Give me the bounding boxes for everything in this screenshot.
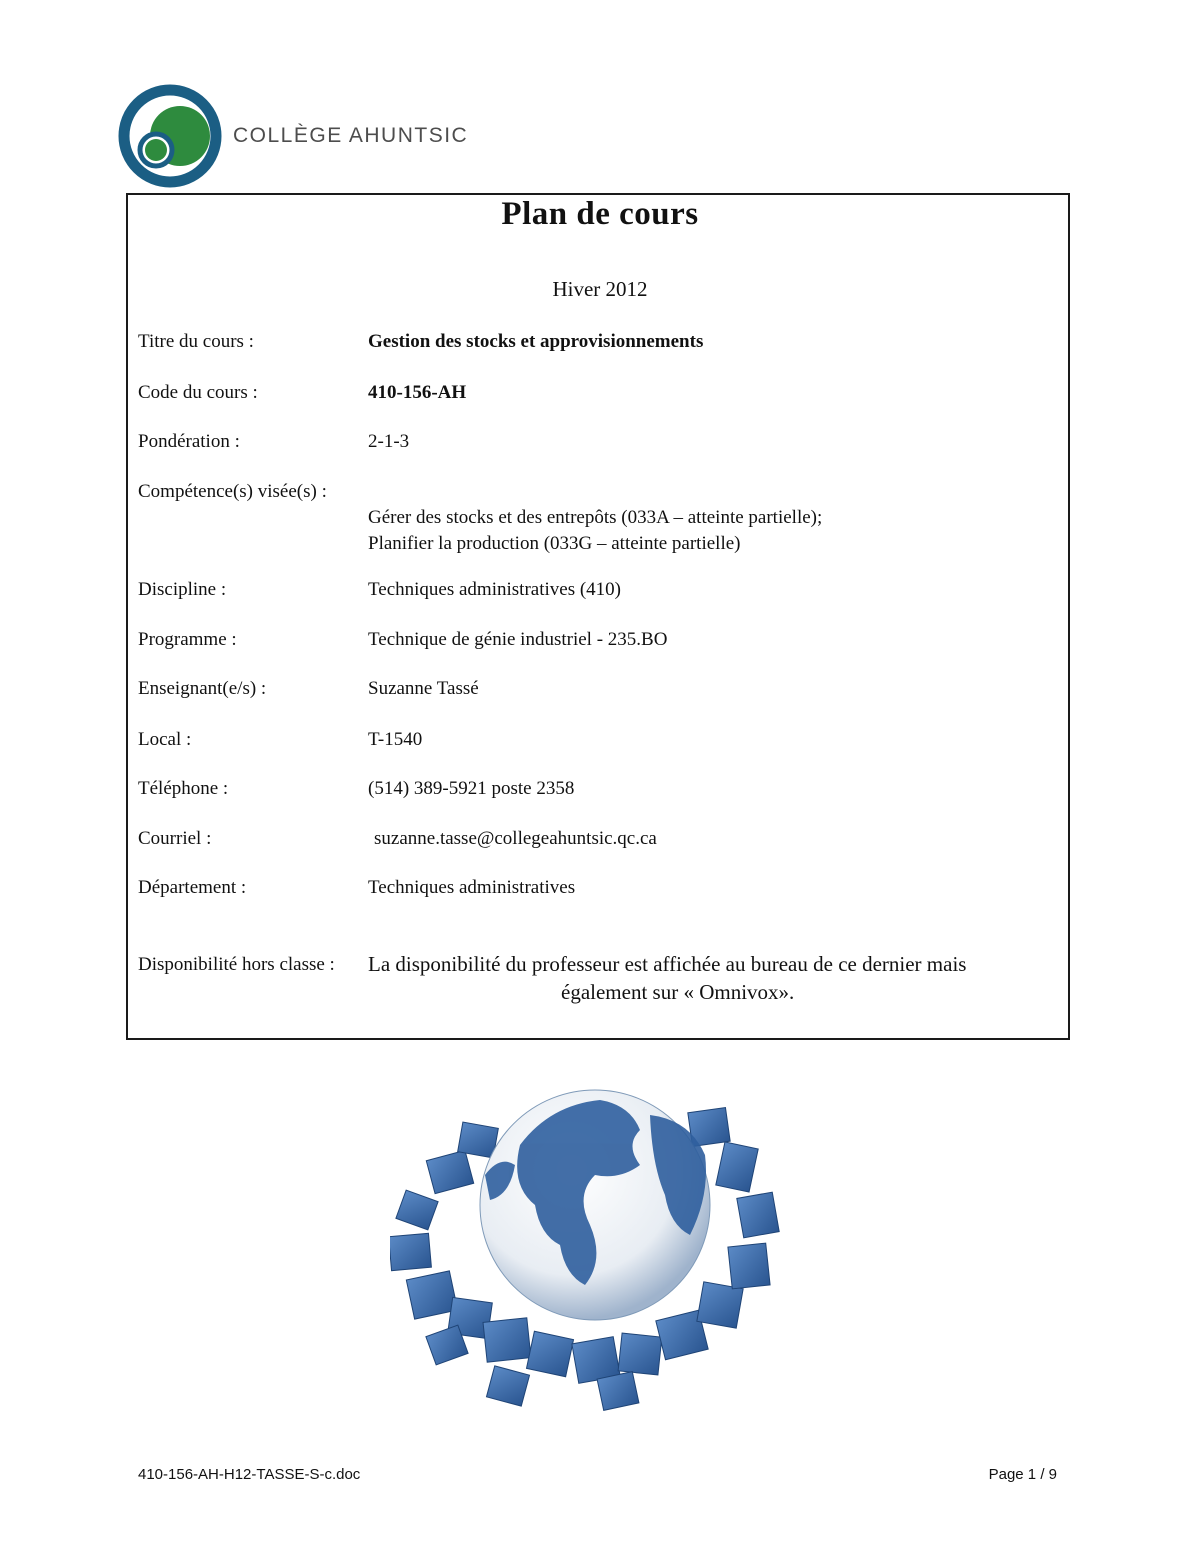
availability-text (368, 950, 1058, 1006)
college-logo (118, 84, 498, 190)
field-value: 2-1-3 (368, 431, 410, 452)
field-label: Pondération : (138, 431, 240, 452)
field-value: (514) 389-5921 poste 2358 (368, 778, 575, 799)
field-label: Programme : (138, 629, 237, 650)
field-label: Enseignant(e/s) : (138, 678, 267, 699)
document-title: Plan de cours (501, 196, 699, 232)
field-label: Discipline : (138, 579, 227, 600)
availability-line: également sur « Omnivox». (561, 980, 795, 1004)
field-value: 410-156-AH (368, 382, 467, 403)
footer-page-number: Page 1 / 9 (988, 1466, 1057, 1483)
competences-list (368, 505, 822, 557)
course-info-box (126, 193, 1070, 1040)
email-link[interactable]: suzanne.tasse@collegeahuntsic.qc.ca (374, 828, 657, 849)
college-emblem-icon (118, 84, 228, 190)
field-value: T-1540 (368, 729, 423, 750)
field-value: Techniques administratives (368, 877, 576, 898)
field-label: Code du cours : (138, 382, 258, 403)
globe-with-boxes-illustration (390, 1085, 800, 1420)
competence-item: Planifier la production (033G – atteinte partielle) (368, 533, 741, 554)
field-value: Technique de génie industriel - 235.BO (368, 629, 668, 650)
availability-line: La disponibilité du professeur est affichée au bureau de ce dernier mais (368, 952, 967, 976)
field-label: Compétence(s) visée(s) : (138, 481, 327, 502)
field-value: Suzanne Tassé (368, 678, 479, 699)
field-label: Courriel : (138, 828, 212, 849)
footer-filename: 410-156-AH-H12-TASSE-S-c.doc (138, 1466, 361, 1483)
document-term: Hiver 2012 (552, 277, 648, 301)
field-value: Gestion des stocks et approvisionnements (368, 331, 704, 352)
college-name: COLLÈGE AHUNTSIC (233, 124, 469, 147)
field-label: Titre du cours : (138, 331, 254, 352)
field-label: Local : (138, 729, 192, 750)
field-value: Techniques administratives (410) (368, 579, 621, 600)
competence-item: Gérer des stocks et des entrepôts (033A – atteinte partielle); (368, 507, 823, 528)
field-label: Département : (138, 877, 247, 898)
availability-label: Disponibilité hors classe : (138, 954, 335, 975)
field-label: Téléphone : (138, 778, 229, 799)
